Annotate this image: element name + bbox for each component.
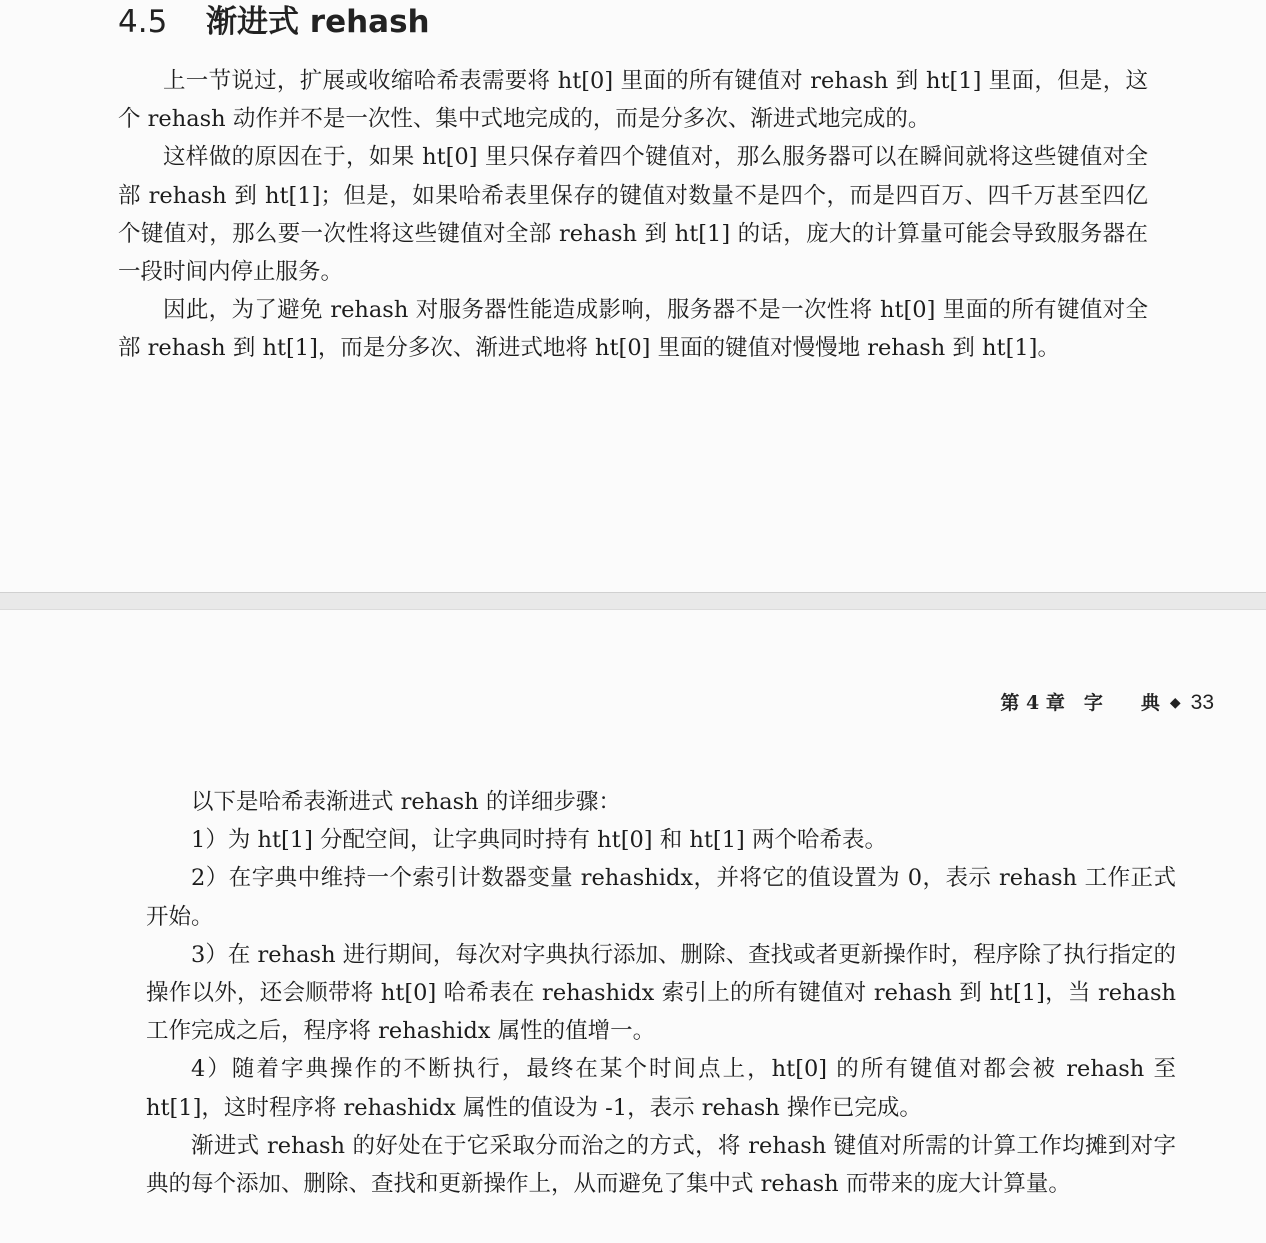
- page-separator: [0, 592, 1266, 610]
- top-page: [0, 0, 1266, 592]
- top-page-body: [118, 62, 1148, 368]
- page-number: 33: [1190, 691, 1214, 714]
- step-item: 3）在 rehash 进行期间，每次对字典执行添加、删除、查找或者更新操作时，程序除了执行指定的操作以外，还会顺带将 ht[0] 哈希表在 rehashidx 索引上的所有键值对 rehash 到 ht[1]，当 rehash 工作完成之后，程序将 rehashidx 属性的值增一。: [146, 941, 1176, 1045]
- chapter-label: 第 4 章 字 典: [1000, 692, 1160, 714]
- diamond-icon: ◆: [1169, 695, 1181, 711]
- paragraph: 渐进式 rehash 的好处在于它采取分而治之的方式，将 rehash 键值对所需的计算工作均摊到对字典的每个添加、删除、查找和更新操作上，从而避免了集中式 rehash 而带来的庞大计算量。: [146, 1132, 1176, 1198]
- step-item: 1）为 ht[1] 分配空间，让字典同时持有 ht[0] 和 ht[1] 两个哈希表。: [191, 827, 887, 854]
- section-number: 4.5: [118, 4, 168, 40]
- step-item: 4）随着字典操作的不断执行，最终在某个时间点上，ht[0] 的所有键值对都会被 rehash 至 ht[1]，这时程序将 rehashidx 属性的值设为 -1，表示 rehash 操作已完成。: [146, 1056, 1176, 1121]
- section-title: 渐进式 rehash: [206, 4, 430, 40]
- bottom-page-body: [146, 783, 1176, 1203]
- bottom-page: [0, 610, 1266, 1243]
- section-heading: [118, 2, 430, 42]
- paragraph: 因此，为了避免 rehash 对服务器性能造成影响，服务器不是一次性将 ht[0] 里面的所有键值对全部 rehash 到 ht[1]，而是分多次、渐进式地将 ht[0] 里面的键值对慢慢地 rehash 到 ht[1]。: [118, 297, 1148, 362]
- paragraph: 这样做的原因在于，如果 ht[0] 里只保存着四个键值对，那么服务器可以在瞬间就将这些键值对全部 rehash 到 ht[1]；但是，如果哈希表里保存的键值对数量不是四个，而是四百万、四千万甚至四亿个键值对，那么要一次性将这些键值对全部 rehash 到 ht[1] 的话，庞大的计算量可能会导致服务器在一段时间内停止服务。: [118, 144, 1148, 286]
- paragraph: 上一节说过，扩展或收缩哈希表需要将 ht[0] 里面的所有键值对 rehash 到 ht[1] 里面，但是，这个 rehash 动作并不是一次性、集中式地完成的，而是分多次、渐进式地完成的。: [118, 68, 1148, 133]
- step-item: 2）在字典中维持一个索引计数器变量 rehashidx，并将它的值设置为 0，表示 rehash 工作正式开始。: [146, 865, 1176, 930]
- running-header: [1000, 690, 1214, 718]
- paragraph: 以下是哈希表渐进式 rehash 的详细步骤：: [191, 789, 621, 815]
